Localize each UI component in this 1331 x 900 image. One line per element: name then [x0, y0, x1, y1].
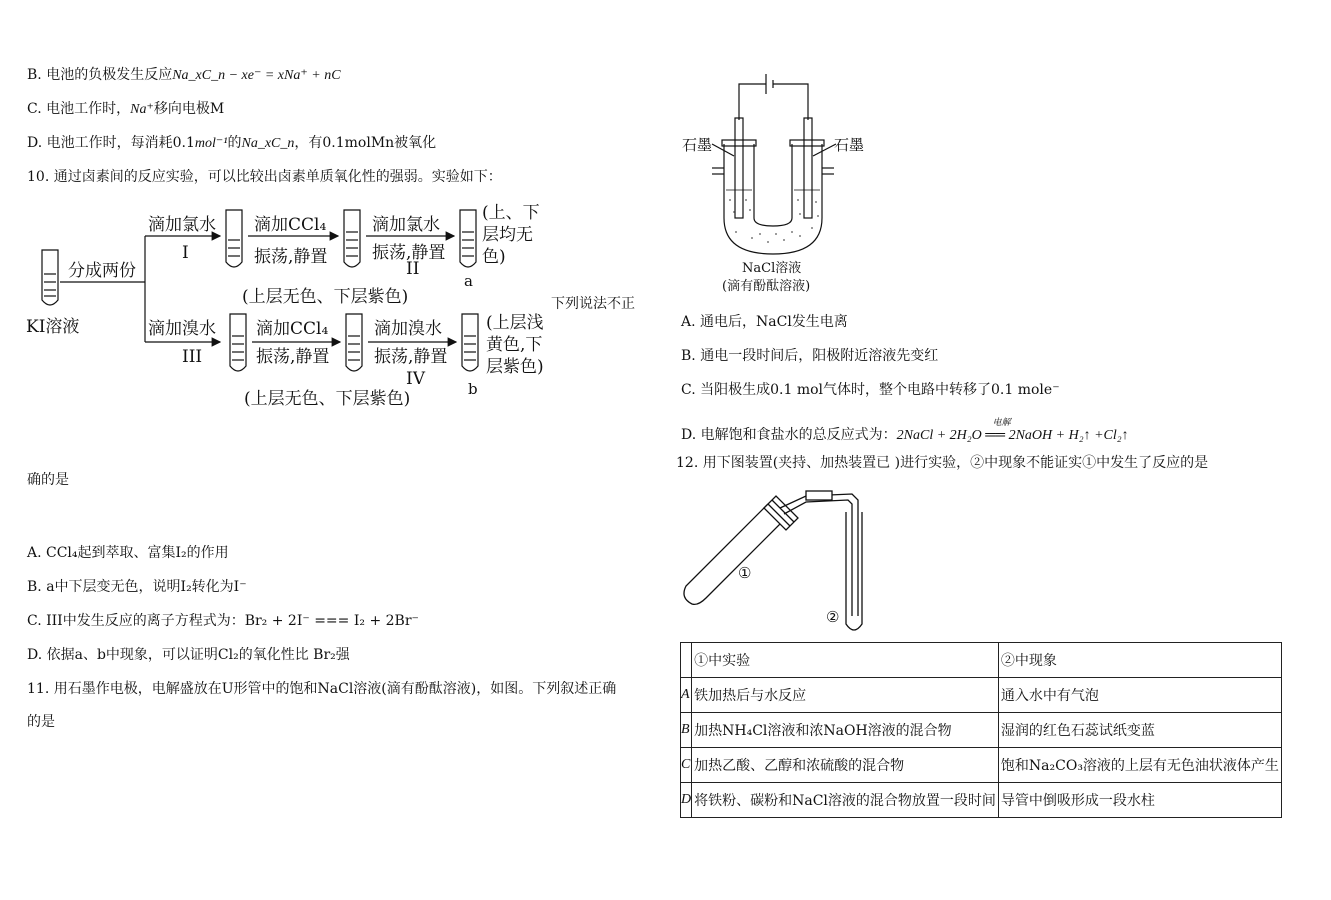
q9-option-c [27, 99, 224, 120]
tube-top-1 [226, 210, 242, 267]
right-electrode-label: 石墨 [834, 136, 865, 154]
result-a-line2: 层均无 [482, 225, 533, 245]
row-key: B [681, 713, 692, 748]
row-experiment: 铁加热后与水反应 [692, 678, 999, 713]
q10-option-c: C. III中发生反应的离子方程式为：Br₂ + 2I⁻ === I₂ + 2Br⁻ [27, 613, 419, 629]
step3-top-label: 滴加氯水 [372, 215, 440, 235]
q9-option-d-suffix: ，有0.1molMn被氧化 [294, 135, 437, 151]
step6-top-label: 滴加溴水 [374, 319, 442, 339]
step3-roman: II [406, 259, 420, 279]
q9-option-c-suffix: 移向电极M [153, 101, 225, 117]
step4-label: 滴加溴水 [148, 319, 216, 339]
experiment-table [680, 642, 1282, 818]
q9-option-d-formula: Na_xC_n [241, 136, 295, 151]
result-a-line3: 色) [482, 247, 506, 267]
row-experiment: 将铁粉、碳粉和NaCl溶液的混合物放置一段时间 [692, 783, 999, 818]
ki-solution-label: KI溶液 [26, 317, 80, 337]
step1-label: 滴加氯水 [148, 215, 216, 235]
q9-option-d [27, 133, 436, 154]
step3-bottom-label: 振荡,静置 [372, 243, 446, 263]
step6-roman: IV [406, 369, 425, 389]
q11-option-c: C. 当阳极生成0.1 mol气体时，整个电路中转移了0.1 mole⁻ [681, 382, 1060, 398]
q9-option-b-prefix: B. 电池的负极发生反应 [27, 67, 173, 83]
row-key: D [681, 783, 692, 818]
step1-roman: I [182, 243, 189, 263]
table-row [681, 748, 1282, 783]
row-phenomenon: 通入水中有气泡 [998, 678, 1281, 713]
q11-option-a: A. 通电后，NaCl发生电离 [681, 314, 848, 330]
table-header-phenomenon: ②中现象 [998, 643, 1281, 678]
q11-option-b: B. 通电一段时间后，阳极附近溶液先变红 [681, 348, 939, 364]
q11-stem-line2: 的是 [27, 714, 55, 730]
result-b-line3: 层紫色) [486, 357, 544, 377]
table-header-row [681, 643, 1282, 678]
tube-a [460, 210, 476, 267]
step5-top-label: 滴加CCl₄ [256, 319, 329, 339]
step5-bottom-label: 振荡,静置 [256, 347, 330, 367]
left-electrode-label: 石墨 [682, 136, 713, 154]
q9-option-d-prefix: D. 电池工作时，每消耗0.1 [27, 135, 195, 151]
tube-top-2 [344, 210, 360, 267]
q11-option-d-equation [896, 418, 1129, 446]
split-label: 分成两份 [68, 261, 136, 281]
tube-bottom-1 [230, 314, 246, 371]
tube-a-label: a [464, 272, 473, 290]
step4-roman: III [182, 347, 203, 367]
row-phenomenon: 导管中倒吸形成一段水柱 [998, 783, 1281, 818]
q9-option-b [27, 65, 341, 86]
q12-apparatus-diagram [676, 486, 896, 638]
observation-bottom: (上层无色、下层紫色) [244, 389, 411, 409]
q9-option-c-ion: Na⁺ [130, 102, 154, 117]
table-row [681, 783, 1282, 818]
table-header-key [681, 643, 692, 678]
row-phenomenon: 饱和Na₂CO₃溶液的上层有无色油状液体产生 [998, 748, 1281, 783]
q11-option-d-prefix: D. 电解饱和食盐水的总反应式为： [681, 427, 897, 443]
q11-option-d [681, 418, 1129, 446]
q9-option-d-mid: 的 [227, 135, 242, 151]
step2-top-label: 滴加CCl₄ [254, 215, 327, 235]
step6-bottom-label: 振荡,静置 [374, 347, 448, 367]
result-b-line1: (上层浅 [486, 313, 544, 333]
q10-option-a: A. CCl₄起到萃取、富集I₂的作用 [27, 545, 229, 561]
tube-b [462, 314, 478, 371]
electrolysis-u-tube-diagram [676, 40, 876, 296]
ki-test-tube [42, 250, 58, 305]
q9-option-b-formula: Na_xC_n − xe⁻ = xNa⁺ + nC [172, 68, 341, 83]
q9-option-d-unit: mol⁻¹ [194, 136, 228, 151]
observation-top: (上层无色、下层紫色) [242, 287, 409, 307]
q10-option-b: B. a中下层变无色，说明I₂转化为I⁻ [27, 579, 247, 595]
q9-option-c-prefix: C. 电池工作时， [27, 101, 131, 117]
q10-option-d: D. 依据a、b中现象，可以证明Cl₂的氧化性比 Br₂强 [27, 647, 350, 663]
tube-b-label: b [468, 380, 478, 398]
table-row [681, 713, 1282, 748]
table-header-experiment: ①中实验 [692, 643, 999, 678]
solution-label-line1: NaCl溶液 [742, 261, 802, 276]
q10-stem: 10. 通过卤素间的反应实验，可以比较出卤素单质氧化性的强弱。实验如下： [27, 169, 502, 185]
apparatus-label-1: ① [738, 564, 752, 582]
result-b-line2: 黄色,下 [486, 335, 543, 355]
q10-flow-diagram [20, 196, 560, 414]
row-experiment: 加热NH₄Cl溶液和浓NaOH溶液的混合物 [692, 713, 999, 748]
apparatus-label-2: ② [826, 608, 840, 626]
q11-option-d-formula: 2NaCl + 2H₂O ══ 2NaOH + H₂↑ +Cl₂↑ [896, 428, 1129, 443]
q12-stem: 12. 用下图装置(夹持、加热装置已 )进行实验，②中现象不能证实①中发生了反应的是 [676, 455, 1209, 471]
row-experiment: 加热乙酸、乙醇和浓硫酸的混合物 [692, 748, 999, 783]
q11-stem-line1: 11. 用石墨作电极，电解盛放在U形管中的饱和NaCl溶液(滴有酚酞溶液)，如图。下列叙述正确 [27, 681, 617, 697]
solution-label-line2: (滴有酚酞溶液) [722, 279, 811, 294]
row-key: A [681, 678, 692, 713]
tube-bottom-2 [346, 314, 362, 371]
table-row [681, 678, 1282, 713]
result-a-line1: (上、下 [482, 203, 540, 223]
q10-stem-tail-next: 确的是 [27, 472, 69, 488]
q10-stem-tail: 下列说法不正 [551, 296, 635, 312]
electrolysis-condition: 电解 [992, 418, 1011, 428]
row-phenomenon: 湿润的红色石蕊试纸变蓝 [998, 713, 1281, 748]
step2-bottom-label: 振荡,静置 [254, 247, 328, 267]
row-key: C [681, 748, 692, 783]
